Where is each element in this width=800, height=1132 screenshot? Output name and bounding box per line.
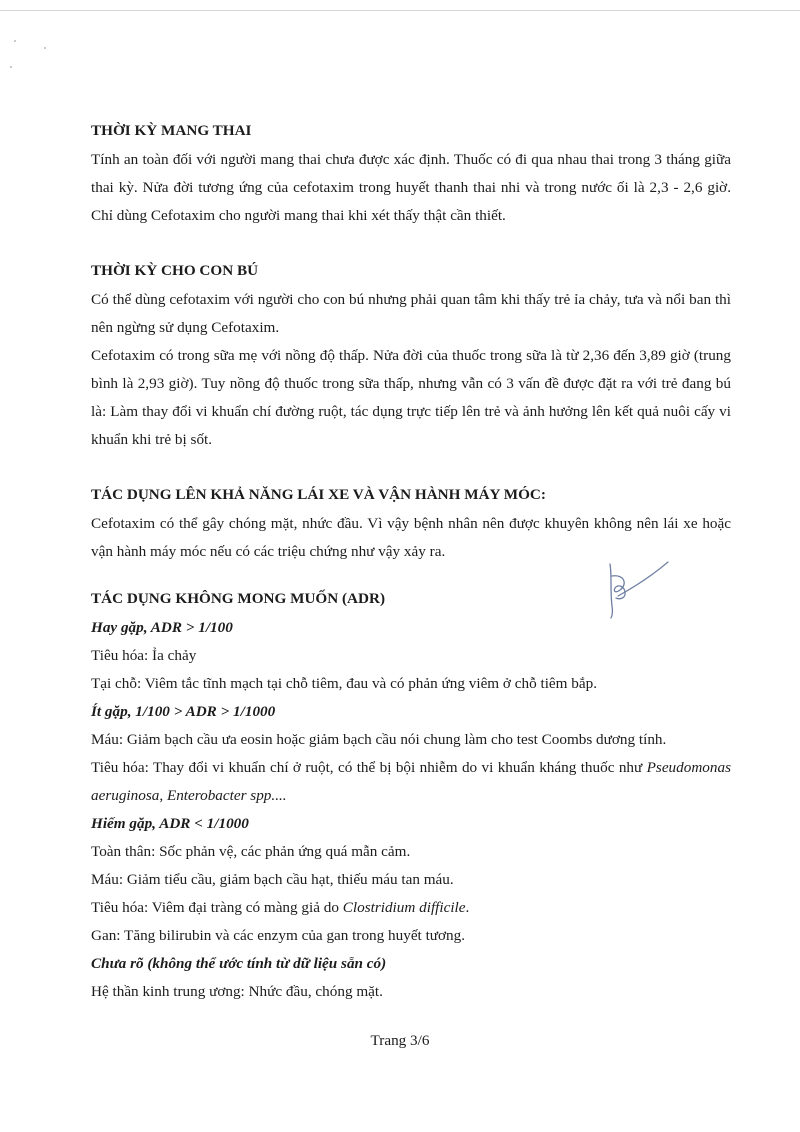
adr-unknown-item: Hệ thần kinh trung ương: Nhức đầu, chóng mặt.: [91, 983, 383, 1000]
breastfeeding-heading: THỜI KỲ CHO CON BÚ: [91, 262, 259, 279]
breastfeeding-paragraph-1: Có thể dùng cefotaxim với người cho con bú nhưng phải quan tâm khi thấy trẻ ỉa chảy, tưa và nổi ban thì nên ngừng sử dụng Cefotaxim.: [91, 291, 731, 336]
adr-rare-item: Toàn thân: Sốc phản vệ, các phản ứng quá mẫn cảm.: [91, 843, 411, 860]
adr-common-item: Tiêu hóa: Ỉa chảy: [91, 647, 197, 664]
adr-uncommon-item-text: Tiêu hóa: Thay đổi vi khuẩn chí ở ruột, có thể bị bội nhiễm do vi khuẩn kháng thuốc như: [91, 759, 647, 776]
adr-rare-item-text: Tiêu hóa: Viêm đại tràng có màng giả do: [91, 899, 343, 916]
bacteria-name: Clostridium difficile: [342, 899, 466, 916]
adr-rare-item: Máu: Giảm tiểu cầu, giảm bạch cầu hạt, thiếu máu tan máu.: [91, 871, 454, 888]
adr-common-item: Tại chỗ: Viêm tắc tĩnh mạch tại chỗ tiêm, đau và có phản ứng viêm ở chỗ tiêm bắp.: [91, 675, 597, 692]
adr-heading: TÁC DỤNG KHÔNG MONG MUỐN (ADR): [91, 590, 386, 607]
scan-speck: [10, 66, 12, 68]
adr-rare-item-suffix: .: [465, 899, 470, 916]
pregnancy-paragraph: Tính an toàn đối với người mang thai chưa được xác định. Thuốc có đi qua nhau thai trong 3 tháng giữa thai kỳ. Nửa đời tương ứng của cefotaxim trong huyết thanh thai nhi và trong nước ối là 2,3 - 2,6 giờ. Chỉ dùng Cefotaxim cho người mang thai khi xét thấy thật cần thiết.: [91, 151, 731, 224]
scan-edge-line: [0, 10, 800, 11]
page-number: Trang 3/6: [370, 1032, 430, 1049]
scan-speck: [44, 47, 46, 49]
adr-rare-label: Hiếm gặp, ADR < 1/1000: [91, 815, 249, 832]
adr-rare-item: Gan: Tăng bilirubin và các enzym của gan trong huyết tương.: [91, 927, 466, 944]
signature-mark: [598, 556, 678, 620]
driving-heading: TÁC DỤNG LÊN KHẢ NĂNG LÁI XE VÀ VẬN HÀNH MÁY MÓC:: [91, 486, 546, 503]
adr-uncommon-label: Ít gặp, 1/100 > ADR > 1/1000: [91, 703, 276, 720]
adr-rare-item: [91, 894, 731, 922]
adr-uncommon-item: [91, 754, 731, 810]
adr-unknown-label: Chưa rõ (không thể ước tính từ dữ liệu sẵn có): [91, 955, 387, 972]
adr-uncommon-item: Máu: Giảm bạch cầu ưa eosin hoặc giảm bạch cầu nói chung làm cho test Coombs dương tính.: [91, 731, 667, 748]
adr-common-label: Hay gặp, ADR > 1/100: [91, 619, 233, 636]
breastfeeding-paragraph-2: Cefotaxim có trong sữa mẹ với nồng độ thấp. Nửa đời của thuốc trong sữa là từ 2,36 đến 3,89 giờ (trung bình là 2,93 giờ). Tuy nồng độ thuốc trong sữa thấp, nhưng vẫn có 3 vấn đề được đặt ra với trẻ đang bú là: Làm thay đổi vi khuẩn chí đường ruột, tác dụng trực tiếp lên trẻ và ảnh hưởng lên kết quả nuôi cấy vi khuẩn khi trẻ bị sốt.: [91, 347, 731, 448]
driving-paragraph: Cefotaxim có thể gây chóng mặt, nhức đầu. Vì vậy bệnh nhân nên được khuyên không nên lái xe hoặc vận hành máy móc nếu có các triệu chứng như vậy xảy ra.: [91, 515, 731, 560]
scan-speck: [14, 40, 16, 42]
bacteria-names: Pseudomonas aeruginosa, Enterobacter spp....: [91, 759, 731, 804]
pregnancy-heading: THỜI KỲ MANG THAI: [91, 122, 252, 139]
